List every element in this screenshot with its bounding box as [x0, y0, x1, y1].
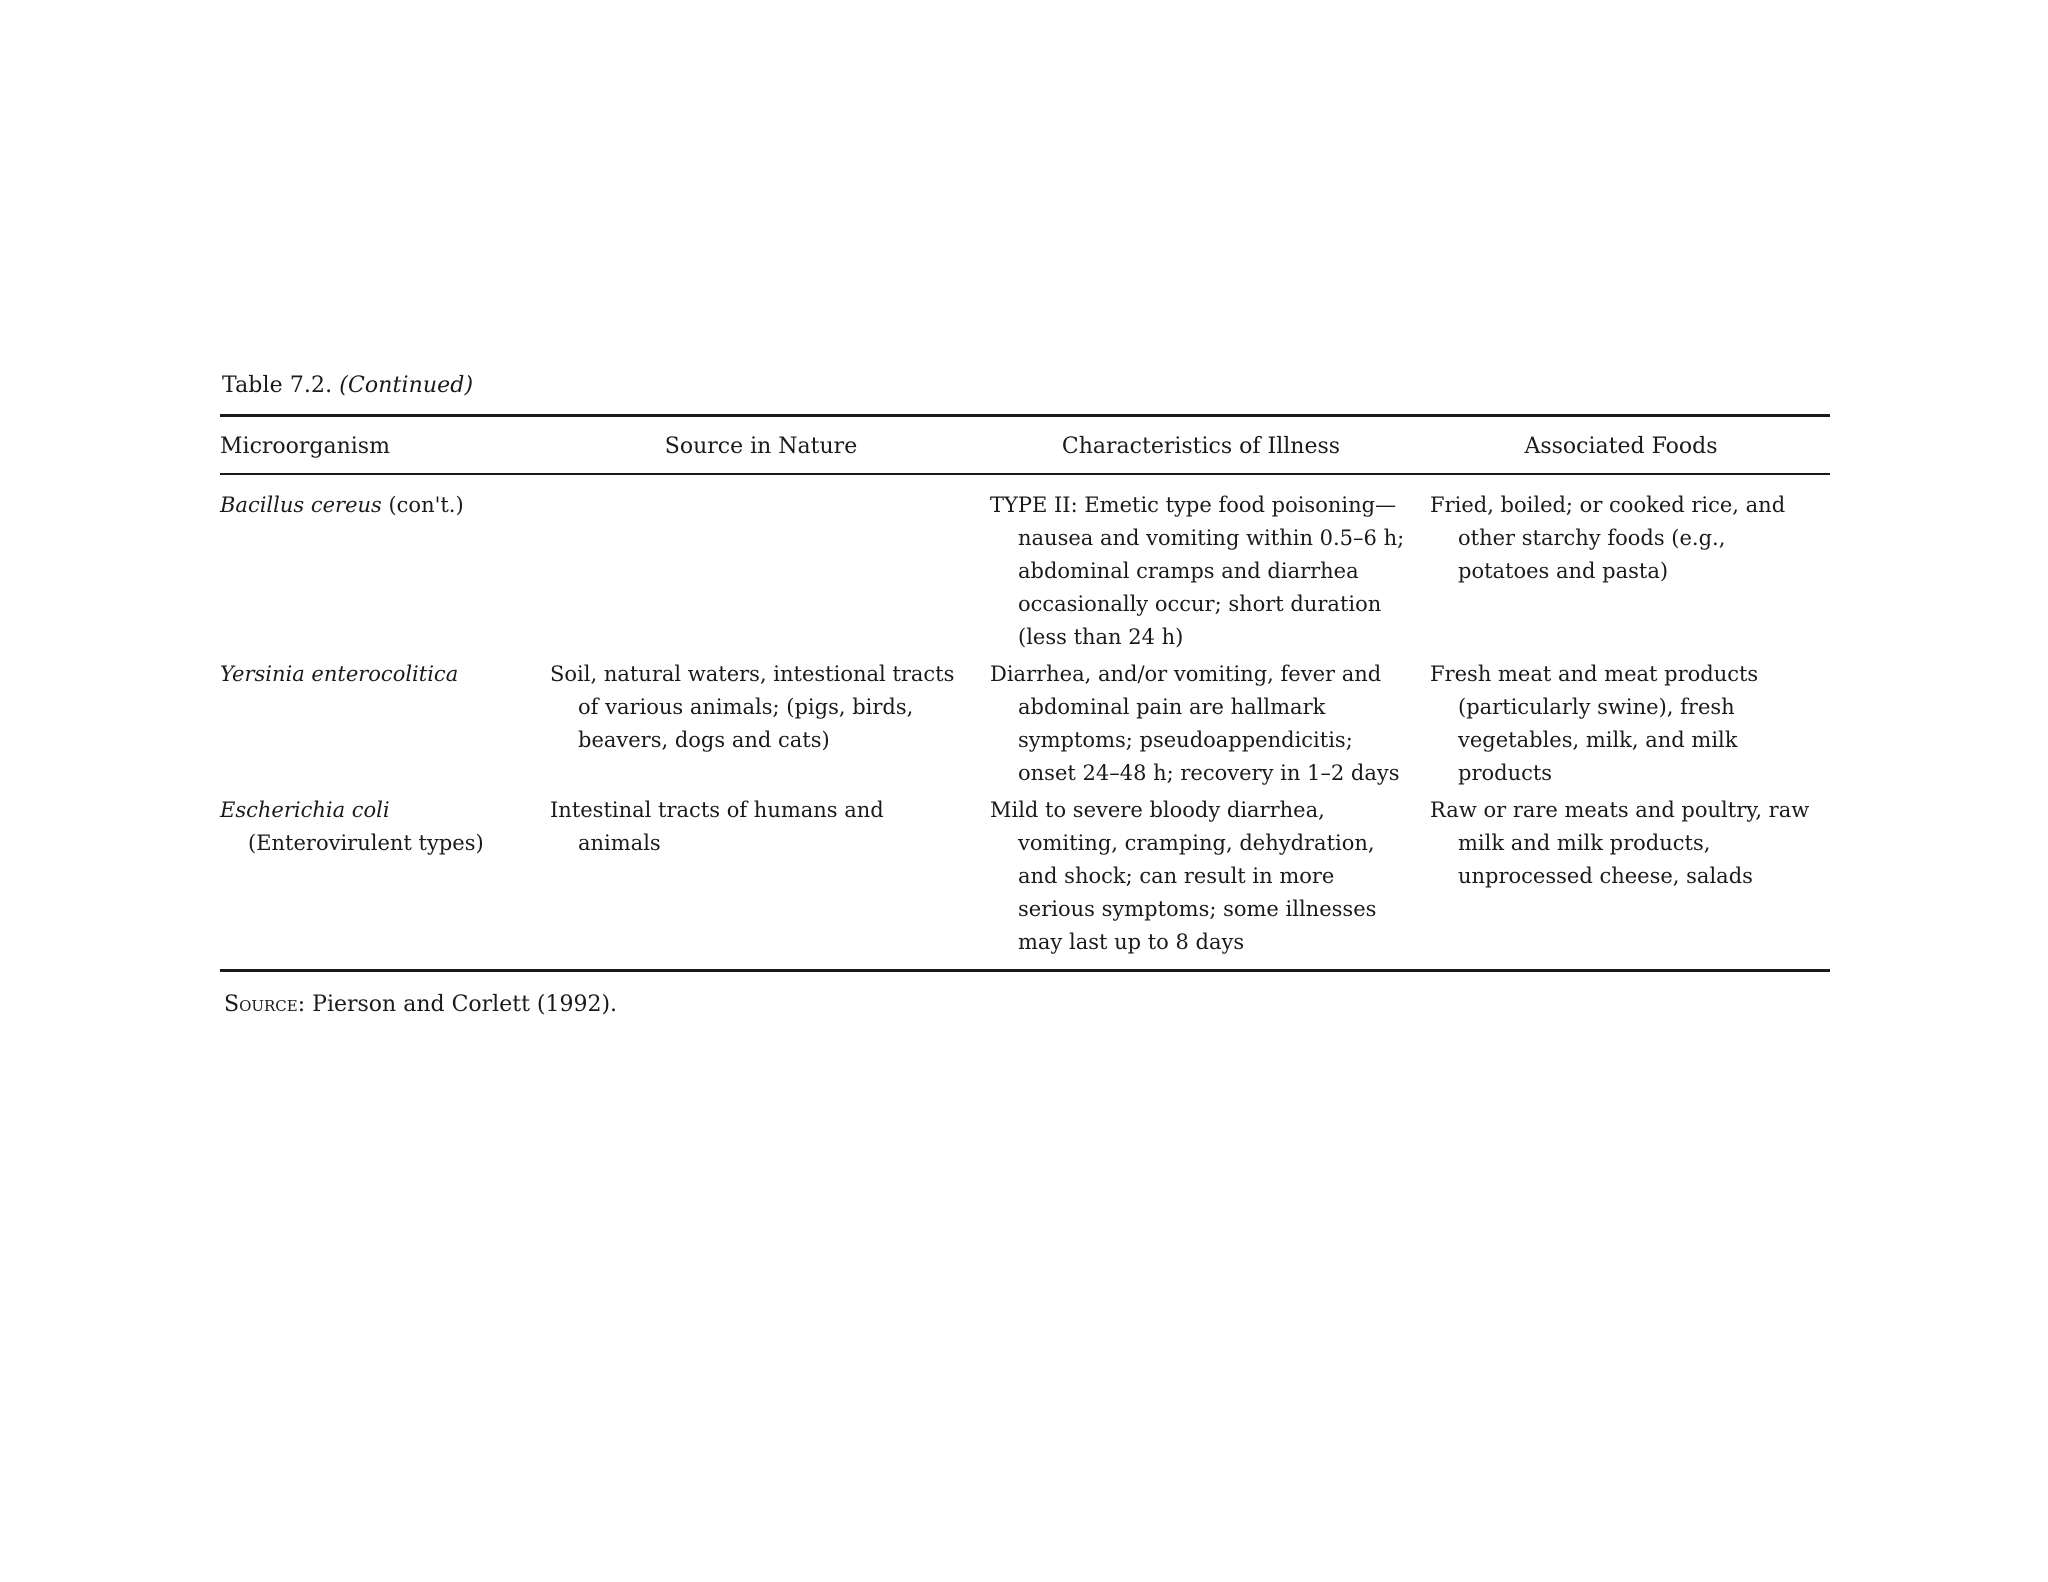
document-page: [220, 372, 1830, 1020]
header-source-in-nature: Source in Nature: [664, 434, 858, 459]
source-note-label: Source: [224, 992, 298, 1017]
source-note: [224, 990, 1830, 1020]
table-caption-label: Table 7.2.: [222, 373, 333, 398]
table-body: [220, 475, 1830, 969]
table-row: [220, 794, 1830, 959]
organism-name: Bacillus cereus: [220, 493, 382, 517]
cell-foods: Fried, boiled; or cooked rice, and other starchy foods (e.g., potatoes and pasta): [1430, 493, 1786, 583]
cell-source: Intestinal tracts of humans and animals: [550, 798, 884, 855]
table-bottom-rule: [220, 969, 1830, 972]
header-microorganism: Microorganism: [220, 434, 390, 459]
cell-foods: Fresh meat and meat products (particularly swine), fresh vegetables, milk, and milk products: [1430, 662, 1759, 785]
table-caption: [222, 372, 1830, 400]
table-row: [220, 658, 1830, 790]
cell-illness: Mild to severe bloody diarrhea, vomiting, cramping, dehydration, and shock; can result in more serious symptoms; some illnesses may last up to 8 days: [990, 798, 1377, 954]
cell-source: Soil, natural waters, intestional tracts of various animals; (pigs, birds, beavers, dogs and cats): [550, 662, 955, 752]
cell-source: [550, 489, 990, 654]
source-note-text: : Pierson and Corlett (1992).: [297, 992, 618, 1017]
cell-foods: Raw or rare meats and poultry, raw milk and milk products, unprocessed cheese, salads: [1430, 798, 1810, 888]
cell-illness: Diarrhea, and/or vomiting, fever and abdominal pain are hallmark symptoms; pseudoappendicitis; onset 24–48 h; recovery in 1–2 days: [990, 662, 1400, 785]
table-row: [220, 489, 1830, 654]
cell-illness: TYPE II: Emetic type food poisoning—nausea and vomiting within 0.5–6 h; abdominal cramps and diarrhea occasionally occur; short duration (less than 24 h): [990, 493, 1405, 649]
organism-name: Yersinia enterocolitica: [220, 662, 459, 686]
cell-microorganism: [220, 489, 550, 654]
organism-name: Escherichia coli: [220, 798, 390, 822]
organism-suffix: (Enterovirulent types): [248, 831, 484, 855]
cell-microorganism: [220, 658, 550, 790]
header-associated-foods: Associated Foods: [1524, 434, 1718, 459]
header-characteristics-of-illness: Characteristics of Illness: [1061, 434, 1341, 459]
cell-microorganism: [220, 794, 550, 959]
table-caption-continued: (Continued): [339, 373, 474, 398]
table-header-row: [220, 417, 1830, 473]
organism-suffix: (con't.): [381, 493, 464, 517]
